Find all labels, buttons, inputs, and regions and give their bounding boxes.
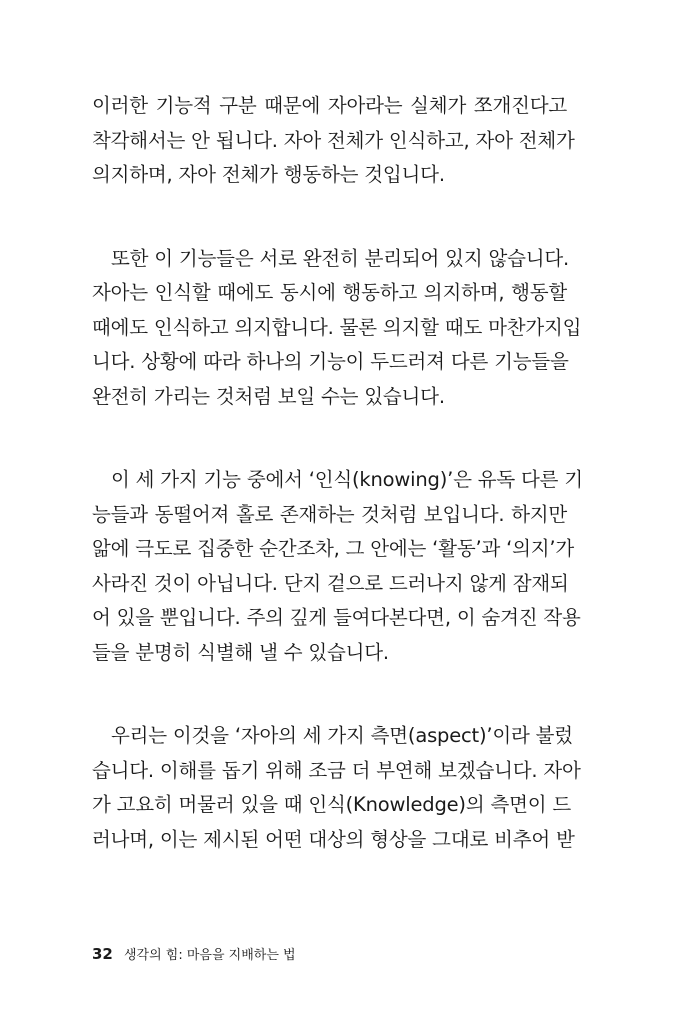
paragraph-gap: [92, 193, 567, 242]
text-line: 의지하며, 자아 전체가 행동하는 것입니다.: [92, 163, 445, 186]
paragraph-4: [92, 719, 581, 857]
page-number: 32: [92, 945, 113, 963]
text-line: 착각해서는 안 됩니다. 자아 전체가 인식하고, 자아 전체가: [92, 128, 575, 152]
paragraph-3: [92, 463, 583, 670]
text-line: 때에도 인식하고 의지합니다. 물론 의지할 때도 마찬가지입: [92, 315, 582, 339]
page-body: [92, 89, 583, 857]
text-line: 능들과 동떨어져 홀로 존재하는 것처럼 보입니다. 하지만: [92, 502, 567, 526]
text-line: 습니다. 이해를 돕기 위해 조금 더 부연해 보겠습니다. 자아: [92, 758, 581, 782]
text-line: 러나며, 이는 제시된 어떤 대상의 형상을 그대로 비추어 받: [92, 827, 575, 851]
paragraph-2: [92, 242, 582, 415]
paragraph-1: [92, 89, 575, 193]
page-footer: [92, 944, 296, 964]
text-line: 완전히 가리는 것처럼 보일 수는 있습니다.: [92, 384, 445, 408]
text-line: 또한 이 기능들은 서로 완전히 분리되어 있지 않습니다.: [111, 246, 570, 270]
text-line: 이러한 기능적 구분 때문에 자아라는 실체가 쪼개진다고: [92, 94, 567, 117]
paragraph-gap: [92, 670, 567, 719]
paragraph-gap: [92, 414, 567, 463]
text-line: 어 있을 뿐입니다. 주의 깊게 들여다본다면, 이 숨겨진 작용: [92, 606, 581, 629]
text-line: 자아는 인식할 때에도 동시에 행동하고 의지하며, 행동할: [92, 281, 567, 304]
text-line: 니다. 상황에 따라 하나의 기능이 두드러져 다른 기능들을: [92, 350, 569, 373]
text-line: 이 세 가지 기능 중에서 ‘인식(knowing)’은 유독 다른 기: [111, 468, 583, 491]
text-line: 우리는 이것을 ‘자아의 세 가지 측면(aspect)’이라 불렀: [111, 724, 573, 747]
text-line: 앎에 극도로 집중한 순간조차, 그 안에는 ‘활동’과 ‘의지’가: [92, 537, 574, 560]
text-line: 사라진 것이 아닙니다. 단지 겉으로 드러나지 않게 잠재되: [92, 571, 569, 595]
running-title: 생각의 힘: 마음을 지배하는 법: [123, 948, 296, 963]
text-line: 들을 분명히 식별해 낼 수 있습니다.: [92, 640, 389, 664]
text-line: 가 고요히 머물러 있을 때 인식(Knowledge)의 측면이 드: [92, 793, 572, 816]
